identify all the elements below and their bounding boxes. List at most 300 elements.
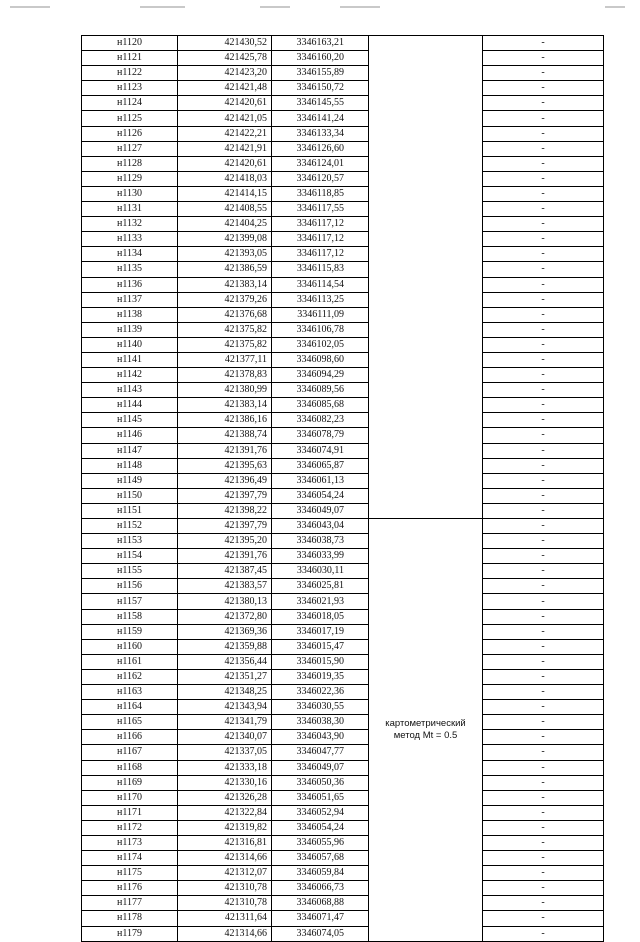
table-row <box>82 503 604 518</box>
table-row <box>82 277 604 292</box>
accuracy-mark: - <box>483 639 604 654</box>
table-row <box>82 745 604 760</box>
y-coordinate: 3346117,55 <box>272 202 369 217</box>
x-coordinate: 421421,05 <box>178 111 272 126</box>
x-coordinate: 421378,83 <box>178 368 272 383</box>
x-coordinate: 421375,82 <box>178 337 272 352</box>
x-coordinate: 421326,28 <box>178 790 272 805</box>
x-coordinate: 421343,94 <box>178 700 272 715</box>
x-coordinate: 421387,45 <box>178 564 272 579</box>
accuracy-mark: - <box>483 488 604 503</box>
x-coordinate: 421414,15 <box>178 186 272 201</box>
accuracy-mark: - <box>483 760 604 775</box>
point-name: н1149 <box>82 473 178 488</box>
accuracy-mark: - <box>483 398 604 413</box>
point-name: н1150 <box>82 488 178 503</box>
y-coordinate: 3346038,30 <box>272 715 369 730</box>
x-coordinate: 421396,49 <box>178 473 272 488</box>
x-coordinate: 421386,59 <box>178 262 272 277</box>
x-coordinate: 421319,82 <box>178 820 272 835</box>
point-name: н1167 <box>82 745 178 760</box>
table-row <box>82 715 604 730</box>
table-row <box>82 126 604 141</box>
point-name: н1166 <box>82 730 178 745</box>
accuracy-mark: - <box>483 322 604 337</box>
point-name: н1145 <box>82 413 178 428</box>
accuracy-mark: - <box>483 715 604 730</box>
point-name: н1172 <box>82 820 178 835</box>
accuracy-mark: - <box>483 519 604 534</box>
y-coordinate: 3346043,04 <box>272 519 369 534</box>
x-coordinate: 421383,57 <box>178 579 272 594</box>
table-row <box>82 51 604 66</box>
y-coordinate: 3346117,12 <box>272 232 369 247</box>
point-name: н1133 <box>82 232 178 247</box>
table-row <box>82 322 604 337</box>
y-coordinate: 3346074,91 <box>272 443 369 458</box>
accuracy-mark: - <box>483 745 604 760</box>
x-coordinate: 421423,20 <box>178 66 272 81</box>
table-row <box>82 549 604 564</box>
point-name: н1165 <box>82 715 178 730</box>
table-row <box>82 186 604 201</box>
point-name: н1144 <box>82 398 178 413</box>
accuracy-mark: - <box>483 217 604 232</box>
point-name: н1121 <box>82 51 178 66</box>
table-row <box>82 443 604 458</box>
x-coordinate: 421425,78 <box>178 51 272 66</box>
x-coordinate: 421348,25 <box>178 685 272 700</box>
point-name: н1161 <box>82 654 178 669</box>
y-coordinate: 3346124,01 <box>272 156 369 171</box>
accuracy-mark: - <box>483 458 604 473</box>
point-name: н1162 <box>82 669 178 684</box>
y-coordinate: 3346025,81 <box>272 579 369 594</box>
x-coordinate: 421420,61 <box>178 156 272 171</box>
accuracy-mark: - <box>483 654 604 669</box>
x-coordinate: 421408,55 <box>178 202 272 217</box>
y-coordinate: 3346019,35 <box>272 669 369 684</box>
accuracy-mark: - <box>483 473 604 488</box>
table-row <box>82 413 604 428</box>
table-row <box>82 141 604 156</box>
x-coordinate: 421380,99 <box>178 383 272 398</box>
accuracy-mark: - <box>483 594 604 609</box>
point-name: н1152 <box>82 519 178 534</box>
point-name: н1155 <box>82 564 178 579</box>
x-coordinate: 421422,21 <box>178 126 272 141</box>
table-row <box>82 609 604 624</box>
y-coordinate: 3346018,05 <box>272 609 369 624</box>
table-row <box>82 669 604 684</box>
x-coordinate: 421340,07 <box>178 730 272 745</box>
y-coordinate: 3346033,99 <box>272 549 369 564</box>
y-coordinate: 3346057,68 <box>272 851 369 866</box>
y-coordinate: 3346017,19 <box>272 624 369 639</box>
table-row <box>82 337 604 352</box>
y-coordinate: 3346082,23 <box>272 413 369 428</box>
accuracy-mark: - <box>483 247 604 262</box>
y-coordinate: 3346113,25 <box>272 292 369 307</box>
accuracy-mark: - <box>483 820 604 835</box>
y-coordinate: 3346015,47 <box>272 639 369 654</box>
table-row <box>82 579 604 594</box>
accuracy-mark: - <box>483 790 604 805</box>
accuracy-mark: - <box>483 413 604 428</box>
y-coordinate: 3346117,12 <box>272 247 369 262</box>
point-name: н1179 <box>82 926 178 941</box>
y-coordinate: 3346043,90 <box>272 730 369 745</box>
accuracy-mark: - <box>483 292 604 307</box>
accuracy-mark: - <box>483 337 604 352</box>
x-coordinate: 421383,14 <box>178 277 272 292</box>
method-line-2: метод Mt = 0.5 <box>393 729 458 741</box>
accuracy-mark: - <box>483 503 604 518</box>
table-row <box>82 383 604 398</box>
y-coordinate: 3346015,90 <box>272 654 369 669</box>
point-name: н1174 <box>82 851 178 866</box>
y-coordinate: 3346163,21 <box>272 36 369 51</box>
table-row <box>82 352 604 367</box>
point-name: н1164 <box>82 700 178 715</box>
y-coordinate: 3346052,94 <box>272 805 369 820</box>
table-row <box>82 156 604 171</box>
accuracy-mark: - <box>483 51 604 66</box>
point-name: н1170 <box>82 790 178 805</box>
point-name: н1120 <box>82 36 178 51</box>
accuracy-mark: - <box>483 96 604 111</box>
accuracy-mark: - <box>483 805 604 820</box>
accuracy-mark: - <box>483 277 604 292</box>
point-name: н1125 <box>82 111 178 126</box>
accuracy-mark: - <box>483 685 604 700</box>
x-coordinate: 421375,82 <box>178 322 272 337</box>
accuracy-mark: - <box>483 700 604 715</box>
table-row <box>82 81 604 96</box>
x-coordinate: 421383,14 <box>178 398 272 413</box>
y-coordinate: 3346054,24 <box>272 488 369 503</box>
accuracy-mark: - <box>483 66 604 81</box>
y-coordinate: 3346054,24 <box>272 820 369 835</box>
point-name: н1134 <box>82 247 178 262</box>
method-line-1: картометрический <box>385 717 466 729</box>
point-name: н1159 <box>82 624 178 639</box>
point-name: н1163 <box>82 685 178 700</box>
x-coordinate: 421379,26 <box>178 292 272 307</box>
x-coordinate: 421351,27 <box>178 669 272 684</box>
table-row <box>82 473 604 488</box>
y-coordinate: 3346102,05 <box>272 337 369 352</box>
x-coordinate: 421430,52 <box>178 36 272 51</box>
table-row <box>82 171 604 186</box>
table-row <box>82 534 604 549</box>
x-coordinate: 421337,05 <box>178 745 272 760</box>
x-coordinate: 421356,44 <box>178 654 272 669</box>
table-row <box>82 851 604 866</box>
point-name: н1168 <box>82 760 178 775</box>
x-coordinate: 421333,18 <box>178 760 272 775</box>
accuracy-mark: - <box>483 534 604 549</box>
y-coordinate: 3346126,60 <box>272 141 369 156</box>
point-name: н1135 <box>82 262 178 277</box>
y-coordinate: 3346085,68 <box>272 398 369 413</box>
y-coordinate: 3346118,85 <box>272 186 369 201</box>
x-coordinate: 421372,80 <box>178 609 272 624</box>
table-row <box>82 760 604 775</box>
x-coordinate: 421310,78 <box>178 896 272 911</box>
x-coordinate: 421359,88 <box>178 639 272 654</box>
y-coordinate: 3346160,20 <box>272 51 369 66</box>
y-coordinate: 3346094,29 <box>272 368 369 383</box>
accuracy-mark: - <box>483 549 604 564</box>
point-name: н1147 <box>82 443 178 458</box>
coordinates-table-body <box>82 36 604 942</box>
point-name: н1173 <box>82 835 178 850</box>
y-coordinate: 3346098,60 <box>272 352 369 367</box>
table-row <box>82 835 604 850</box>
point-name: н1177 <box>82 896 178 911</box>
x-coordinate: 421314,66 <box>178 851 272 866</box>
table-row <box>82 307 604 322</box>
y-coordinate: 3346059,84 <box>272 866 369 881</box>
y-coordinate: 3346049,07 <box>272 760 369 775</box>
table-row <box>82 398 604 413</box>
point-name: н1141 <box>82 352 178 367</box>
y-coordinate: 3346030,11 <box>272 564 369 579</box>
accuracy-mark: - <box>483 232 604 247</box>
table-row <box>82 881 604 896</box>
method-cell <box>369 519 483 942</box>
accuracy-mark: - <box>483 443 604 458</box>
point-name: н1127 <box>82 141 178 156</box>
accuracy-mark: - <box>483 911 604 926</box>
y-coordinate: 3346111,09 <box>272 307 369 322</box>
point-name: н1157 <box>82 594 178 609</box>
point-name: н1158 <box>82 609 178 624</box>
table-row <box>82 820 604 835</box>
point-name: н1138 <box>82 307 178 322</box>
accuracy-mark: - <box>483 669 604 684</box>
table-row <box>82 790 604 805</box>
point-name: н1136 <box>82 277 178 292</box>
table-row <box>82 639 604 654</box>
x-coordinate: 421397,79 <box>178 519 272 534</box>
y-coordinate: 3346047,77 <box>272 745 369 760</box>
point-name: н1143 <box>82 383 178 398</box>
point-name: н1139 <box>82 322 178 337</box>
point-name: н1153 <box>82 534 178 549</box>
x-coordinate: 421418,03 <box>178 171 272 186</box>
table-row <box>82 217 604 232</box>
table-row <box>82 805 604 820</box>
coordinates-table <box>81 35 604 942</box>
x-coordinate: 421395,20 <box>178 534 272 549</box>
x-coordinate: 421369,36 <box>178 624 272 639</box>
scan-header-marks <box>10 6 630 14</box>
point-name: н1151 <box>82 503 178 518</box>
table-row <box>82 685 604 700</box>
table-row <box>82 700 604 715</box>
table-row <box>82 594 604 609</box>
table-row <box>82 292 604 307</box>
y-coordinate: 3346021,93 <box>272 594 369 609</box>
table-row <box>82 730 604 745</box>
accuracy-mark: - <box>483 262 604 277</box>
x-coordinate: 421376,68 <box>178 307 272 322</box>
accuracy-mark: - <box>483 564 604 579</box>
x-coordinate: 421397,79 <box>178 488 272 503</box>
accuracy-mark: - <box>483 896 604 911</box>
y-coordinate: 3346030,55 <box>272 700 369 715</box>
accuracy-mark: - <box>483 730 604 745</box>
table-row <box>82 896 604 911</box>
table-row <box>82 368 604 383</box>
x-coordinate: 421391,76 <box>178 443 272 458</box>
x-coordinate: 421341,79 <box>178 715 272 730</box>
accuracy-mark: - <box>483 851 604 866</box>
point-name: н1156 <box>82 579 178 594</box>
point-name: н1176 <box>82 881 178 896</box>
y-coordinate: 3346065,87 <box>272 458 369 473</box>
table-row <box>82 775 604 790</box>
table-row <box>82 911 604 926</box>
accuracy-mark: - <box>483 156 604 171</box>
y-coordinate: 3346106,78 <box>272 322 369 337</box>
accuracy-mark: - <box>483 383 604 398</box>
point-name: н1140 <box>82 337 178 352</box>
accuracy-mark: - <box>483 81 604 96</box>
y-coordinate: 3346117,12 <box>272 217 369 232</box>
accuracy-mark: - <box>483 624 604 639</box>
accuracy-mark: - <box>483 202 604 217</box>
point-name: н1132 <box>82 217 178 232</box>
method-cell-empty <box>369 36 483 519</box>
point-name: н1122 <box>82 66 178 81</box>
table-row <box>82 36 604 51</box>
accuracy-mark: - <box>483 881 604 896</box>
y-coordinate: 3346150,72 <box>272 81 369 96</box>
accuracy-mark: - <box>483 186 604 201</box>
point-name: н1178 <box>82 911 178 926</box>
point-name: н1160 <box>82 639 178 654</box>
table-row <box>82 111 604 126</box>
accuracy-mark: - <box>483 171 604 186</box>
y-coordinate: 3346071,47 <box>272 911 369 926</box>
x-coordinate: 421312,07 <box>178 866 272 881</box>
table-row <box>82 926 604 941</box>
accuracy-mark: - <box>483 141 604 156</box>
table-row <box>82 202 604 217</box>
y-coordinate: 3346114,54 <box>272 277 369 292</box>
x-coordinate: 421314,66 <box>178 926 272 941</box>
point-name: н1148 <box>82 458 178 473</box>
accuracy-mark: - <box>483 866 604 881</box>
y-coordinate: 3346074,05 <box>272 926 369 941</box>
y-coordinate: 3346022,36 <box>272 685 369 700</box>
x-coordinate: 421391,76 <box>178 549 272 564</box>
x-coordinate: 421386,16 <box>178 413 272 428</box>
x-coordinate: 421404,25 <box>178 217 272 232</box>
point-name: н1142 <box>82 368 178 383</box>
y-coordinate: 3346120,57 <box>272 171 369 186</box>
point-name: н1175 <box>82 866 178 881</box>
x-coordinate: 421393,05 <box>178 247 272 262</box>
point-name: н1131 <box>82 202 178 217</box>
accuracy-mark: - <box>483 926 604 941</box>
x-coordinate: 421399,08 <box>178 232 272 247</box>
x-coordinate: 421311,64 <box>178 911 272 926</box>
table-row <box>82 624 604 639</box>
x-coordinate: 421322,84 <box>178 805 272 820</box>
y-coordinate: 3346049,07 <box>272 503 369 518</box>
table-row <box>82 564 604 579</box>
point-name: н1154 <box>82 549 178 564</box>
x-coordinate: 421421,91 <box>178 141 272 156</box>
point-name: н1124 <box>82 96 178 111</box>
table-row <box>82 262 604 277</box>
x-coordinate: 421421,48 <box>178 81 272 96</box>
point-name: н1146 <box>82 428 178 443</box>
table-row <box>82 654 604 669</box>
y-coordinate: 3346066,73 <box>272 881 369 896</box>
accuracy-mark: - <box>483 775 604 790</box>
point-name: н1171 <box>82 805 178 820</box>
y-coordinate: 3346061,13 <box>272 473 369 488</box>
x-coordinate: 421310,78 <box>178 881 272 896</box>
accuracy-mark: - <box>483 307 604 322</box>
point-name: н1169 <box>82 775 178 790</box>
point-name: н1137 <box>82 292 178 307</box>
accuracy-mark: - <box>483 352 604 367</box>
table-row <box>82 96 604 111</box>
accuracy-mark: - <box>483 126 604 141</box>
y-coordinate: 3346068,88 <box>272 896 369 911</box>
accuracy-mark: - <box>483 835 604 850</box>
x-coordinate: 421398,22 <box>178 503 272 518</box>
accuracy-mark: - <box>483 579 604 594</box>
table-row <box>82 488 604 503</box>
table-row <box>82 458 604 473</box>
table-row <box>82 232 604 247</box>
table-row <box>82 66 604 81</box>
table-row <box>82 247 604 262</box>
point-name: н1126 <box>82 126 178 141</box>
y-coordinate: 3346141,24 <box>272 111 369 126</box>
accuracy-mark: - <box>483 428 604 443</box>
table-row <box>82 866 604 881</box>
y-coordinate: 3346133,34 <box>272 126 369 141</box>
y-coordinate: 3346078,79 <box>272 428 369 443</box>
table-row <box>82 519 604 534</box>
x-coordinate: 421388,74 <box>178 428 272 443</box>
y-coordinate: 3346038,73 <box>272 534 369 549</box>
point-name: н1123 <box>82 81 178 96</box>
x-coordinate: 421420,61 <box>178 96 272 111</box>
y-coordinate: 3346089,56 <box>272 383 369 398</box>
accuracy-mark: - <box>483 36 604 51</box>
x-coordinate: 421377,11 <box>178 352 272 367</box>
accuracy-mark: - <box>483 609 604 624</box>
y-coordinate: 3346051,65 <box>272 790 369 805</box>
x-coordinate: 421316,81 <box>178 835 272 850</box>
y-coordinate: 3346145,55 <box>272 96 369 111</box>
accuracy-mark: - <box>483 111 604 126</box>
y-coordinate: 3346050,36 <box>272 775 369 790</box>
x-coordinate: 421395,63 <box>178 458 272 473</box>
y-coordinate: 3346155,89 <box>272 66 369 81</box>
point-name: н1130 <box>82 186 178 201</box>
point-name: н1129 <box>82 171 178 186</box>
